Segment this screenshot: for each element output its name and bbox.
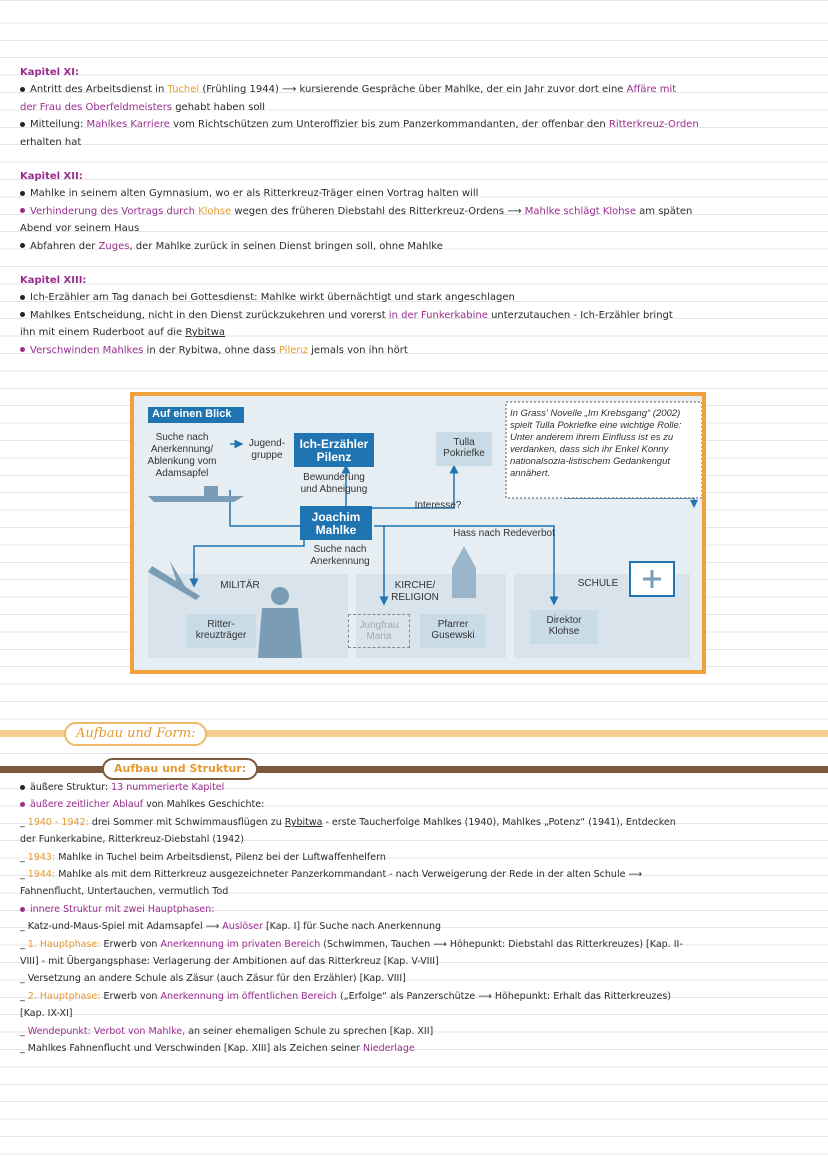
chapter-13-title: Kapitel XIII:: [20, 275, 87, 286]
chapter-12-section: [20, 168, 810, 255]
structure-line: VIII] - mit Übergangsphase: Verlagerung der Ambitionen auf das Ritterkreuz [Kap. V-VIII]: [20, 956, 439, 968]
church-icon: [452, 546, 476, 568]
quote-text: In Grass' Novelle „Im Krebsgang“ (2002) spielt Tulla Pokriefke eine wichtige Rolle: Unter anderem ihrem Einfluss ist es zu verdanken, dass sich ihr Enkel Konny nationalsozia-listischem Gedankengut annähert.: [510, 408, 682, 479]
pilenz-node: Ich-Erzähler Pilenz: [294, 433, 374, 467]
diagram-header: Auf einen Blick: [148, 407, 244, 423]
church-tower-icon: [452, 568, 476, 598]
bullet: [20, 191, 25, 196]
arrowhead: [690, 500, 698, 508]
chapter-13-line: Mahlkes Entscheidung, nicht in den Dienst zurückzukehren und vorerst in der Funkerkabine unterzutauchen - Ich-Erzähler bringt: [20, 307, 810, 324]
pastor-node: Pfarrer Gusewski: [420, 614, 486, 648]
structure-line: äußere zeitlicher Ablauf von Mahlkes Geschichte:: [20, 796, 810, 813]
divider-aufbau-form: [0, 722, 828, 748]
structure-line: innere Struktur mit zwei Hauptphasen:: [20, 901, 810, 918]
structure-line: _ Wendepunkt: Verbot von Mahlke, an seiner ehemaligen Schule zu sprechen [Kap. XII]: [20, 1025, 434, 1037]
bullet: [20, 347, 25, 352]
chapter-11-line: der Frau des Oberfeldmeisters gehabt haben soll: [20, 101, 265, 113]
structure-line: _ 2. Hauptphase: Erwerb von Anerkennung im öffentlichen Bereich („Erfolge“ als Panzerschütze ⟶ Höhepunkt: Erhalt das Ritterkreuzes): [20, 990, 671, 1002]
chapter-11-line: Mitteilung: Mahlkes Karriere vom Richtschützen zum Unteroffizier bis zum Panzerkommandanten, der offenbar den Ritterkreuz-Orden: [20, 116, 810, 133]
structure-line: äußere Struktur: 13 nummerierte Kapitel: [20, 779, 810, 796]
chapter-11-section: [20, 64, 810, 151]
search-recognition-label: Suche nach Anerkennung: [310, 544, 370, 567]
bullet: [20, 87, 25, 92]
structure-line: _ 1. Hauptphase: Erwerb von Anerkennung im privaten Bereich (Schwimmen, Tauchen ⟶ Höhepunkt: Diebstahl das Ritterkreuzes) [Kap. II-: [20, 938, 683, 950]
chapter-12-line: Verhinderung des Vortrags durch Klohse wegen des früheren Diebstahl des Ritterkreuz-Ordens ⟶ Mahlke schlägt Klohse am späten: [20, 203, 810, 220]
chapter-11-line: erhalten hat: [20, 136, 82, 148]
interest-label: Interesse?: [414, 500, 462, 511]
admiration-label: Bewunderung und Abneigung: [300, 472, 368, 495]
virgin-mary-node: Jungfrau Maria: [348, 614, 410, 648]
structure-line: Fahnenflucht, Untertauchen, vermutlich Tod: [20, 886, 229, 898]
structure-line: _ 1944: Mahlke als mit dem Ritterkreuz ausgezeichneter Panzerkommandant - nach Verweigerung der Rede in der alten Schule ⟶: [20, 869, 643, 881]
structure-line: _ 1940 - 1942: drei Sommer mit Schwimmausflügen zu Rybitwa - erste Taucherfolge Mahlkes (1940), Mahlkes „Potenz“ (1941), Entdecken: [20, 816, 676, 828]
chapter-13-section: [20, 272, 810, 359]
chapter-12-line: Abfahren der Zuges, der Mahlke zurück in seinen Dienst bringen soll, ohne Mahlke: [20, 238, 810, 255]
chapter-13-line: Verschwinden Mahlkes in der Rybitwa, ohne dass Pilenz jemals von ihn hört: [20, 342, 810, 359]
character-constellation-diagram: [130, 392, 706, 674]
structure-line: _ Katz-und-Maus-Spiel mit Adamsapfel ⟶ Auslöser [Kap. I] für Suche nach Anerkennung: [20, 921, 442, 933]
structure-section: [20, 779, 810, 1058]
structure-line: der Funkerkabine, Ritterkreuz-Diebstahl (1942): [20, 834, 244, 846]
bullet: [20, 785, 25, 790]
structure-line: [Kap. IX-XI]: [20, 1008, 73, 1020]
chapter-12-title: Kapitel XII:: [20, 171, 83, 182]
bullet: [20, 907, 25, 912]
school-label: SCHULE: [577, 578, 619, 589]
soldier-body-icon: [258, 608, 302, 658]
bullet: [20, 208, 25, 213]
structure-line: _ 1943: Mahlke in Tuchel beim Arbeitsdienst, Pilenz bei der Luftwaffenhelfern: [20, 851, 386, 863]
chapter-12-line: Mahlke in seinem alten Gymnasium, wo er als Ritterkreuz-Träger einen Vortrag halten will: [20, 185, 810, 202]
structure-line: _ Versetzung an andere Schule als Zäsur (auch Zäsur für den Erzähler) [Kap. VIII]: [20, 973, 406, 985]
search-label: Suche nach Anerkennung/ Ablenkung vom Adamsapfel: [147, 432, 217, 479]
divider-title: Aufbau und Struktur:: [102, 758, 258, 780]
bullet: [20, 312, 25, 317]
hate-label: Hass nach Redeverbot: [453, 528, 555, 539]
chapter-11-line: Antritt des Arbeitsdienst in Tuchel (Frühling 1944) ⟶ kursierende Gespräche über Mahlke, der ein Jahr zuvor dort eine Affäre mit: [20, 81, 810, 98]
church-label: KIRCHE/ RELIGION: [391, 580, 439, 603]
connector-line: [230, 490, 304, 526]
chapter-13-line: ihn mit einem Ruderboot auf die Rybitwa: [20, 327, 226, 339]
structure-line: _ Mahlkes Fahnenflucht und Verschwinden [Kap. XIII] als Zeichen seiner Niederlage: [20, 1043, 415, 1055]
bullet: [20, 802, 25, 807]
mahlke-node: Joachim Mahlke: [300, 506, 372, 540]
submarine-icon: [148, 496, 244, 502]
bullet: [20, 295, 25, 300]
connector-line: [564, 498, 694, 504]
director-node: Direktor Klohse: [530, 610, 598, 644]
knights-cross-node: Ritter-kreuzträger: [186, 614, 256, 648]
chapter-11-title: Kapitel XI:: [20, 67, 79, 78]
bullet: [20, 243, 25, 248]
tulla-node: Tulla Pokriefke: [436, 432, 492, 466]
soldier-head-icon: [271, 587, 289, 605]
military-label: MILITÄR: [220, 580, 260, 591]
submarine-tower-icon: [204, 486, 218, 496]
bullet: [20, 122, 25, 127]
chapter-13-line: Ich-Erzähler am Tag danach bei Gottesdienst: Mahlke wirkt übernächtigt und stark angeschlagen: [20, 289, 810, 306]
chapter-12-line: Abend vor seinem Haus: [20, 223, 140, 235]
divider-title: Aufbau und Form:: [64, 722, 207, 746]
youth-group-label: Jugend-gruppe: [248, 438, 286, 461]
